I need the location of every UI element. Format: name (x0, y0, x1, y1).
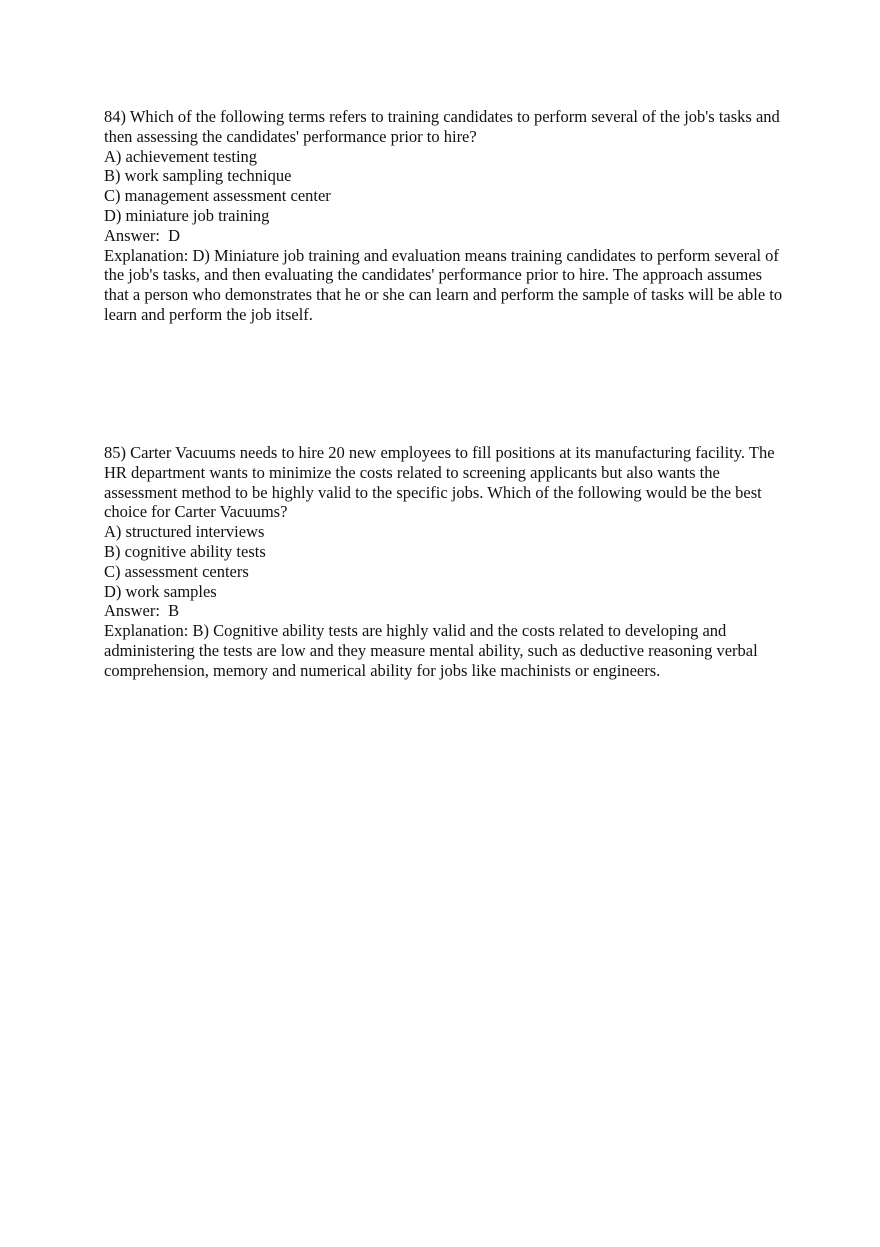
answer-option-c: C) assessment centers (104, 561, 249, 581)
answer-explanation: Explanation: B) Cognitive ability tests are highly valid and the costs related to developing and administering the tests are low and they measure mental ability, such as deductive reasoning verbal comprehension, memory and numerical ability for jobs like machinists or engineers. (104, 621, 758, 680)
answer-explanation: Explanation: D) Miniature job training and evaluation means training candidates to perform several of the job's tasks, and then evaluating the candidates' performance prior to hire. The approach assumes that a person who demonstrates that he or she can learn and perform the sample of tasks will be able to learn and perform the job itself. (104, 245, 783, 324)
question-84 (104, 107, 784, 325)
answer-option-d: D) work samples (104, 581, 217, 601)
answer-option-b: B) cognitive ability tests (104, 541, 266, 561)
answer-option-c: C) management assessment center (104, 186, 331, 206)
question-stem: 84) Which of the following terms refers to training candidates to perform several of the job's tasks and then assessing the candidates' performance prior to hire? (104, 107, 780, 146)
answer-key: Answer: D (104, 225, 181, 245)
question-85 (104, 443, 784, 681)
answer-option-a: A) achievement testing (104, 146, 258, 166)
answer-option-d: D) miniature job training (104, 205, 270, 225)
answer-option-b: B) work sampling technique (104, 166, 292, 186)
answer-option-a: A) structured interviews (104, 522, 265, 542)
answer-key: Answer: B (104, 601, 180, 621)
question-stem: 85) Carter Vacuums needs to hire 20 new employees to fill positions at its manufacturing facility. The HR department wants to minimize the costs related to screening applicants but also wants the assessment method to be highly valid to the specific jobs. Which of the following would be the best choice for Carter Vacuums? (104, 443, 775, 522)
